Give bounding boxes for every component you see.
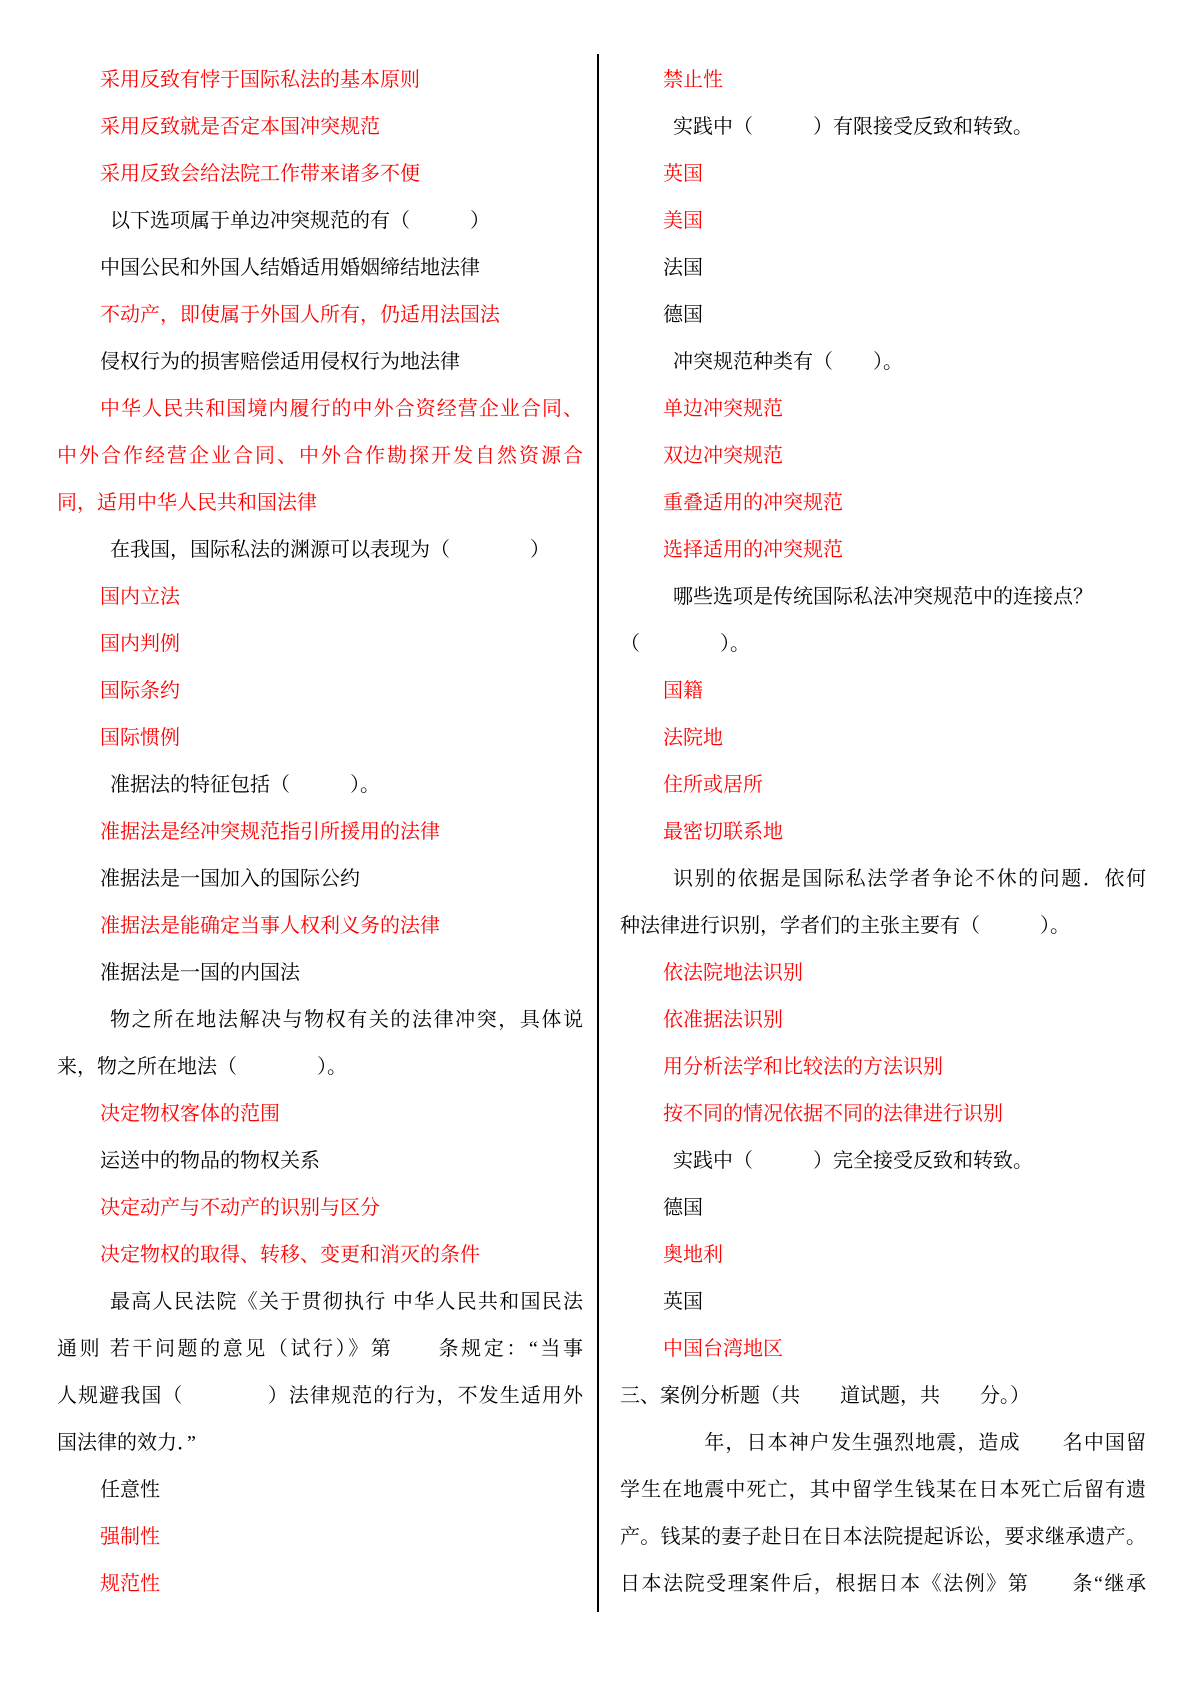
correct-option: 按不同的情况依据不同的法律进行识别: [663, 1103, 1003, 1125]
correct-option: 强制性: [100, 1526, 160, 1548]
option: 法国: [663, 257, 703, 279]
option: 准据法是一国的内国法: [100, 962, 300, 984]
case-text: 年，日本神户发生强烈地震，造成 名中国留: [620, 1432, 1146, 1454]
correct-option: 规范性: [100, 1573, 160, 1595]
question-text: 准据法的特征包括（ ）。: [110, 774, 380, 796]
correct-option: 决定动产与不动产的识别与区分: [100, 1197, 380, 1219]
correct-option: 国际条约: [100, 680, 180, 702]
correct-option: 国内立法: [100, 586, 180, 608]
option: 德国: [663, 1197, 703, 1219]
option: 运送中的物品的物权关系: [100, 1150, 320, 1172]
correct-option: 国籍: [663, 680, 703, 702]
correct-option: 用分析法学和比较法的方法识别: [663, 1056, 943, 1078]
correct-option: 决定物权客体的范围: [100, 1103, 280, 1125]
correct-option: 准据法是经冲突规范指引所援用的法律: [100, 821, 440, 843]
question-text: 哪些选项是传统国际私法冲突规范中的连接点？: [673, 586, 1093, 608]
correct-option: 依准据法识别: [663, 1009, 783, 1031]
option: 任意性: [100, 1479, 160, 1501]
correct-option: 双边冲突规范: [663, 445, 783, 467]
question-text-continued: 通则 若干问题的意见（试行）》第 条规定：“当事: [57, 1338, 583, 1360]
question-text: 以下选项属于单边冲突规范的有（ ）: [110, 210, 490, 232]
option: 德国: [663, 304, 703, 326]
question-text-continued: （ ）。: [620, 633, 750, 655]
question-text: 最高人民法院《关于贯彻执行 中华人民共和国民法: [110, 1291, 583, 1313]
option: 准据法是一国加入的国际公约: [100, 868, 360, 890]
correct-option: 采用反致会给法院工作带来诸多不便: [100, 163, 420, 185]
correct-option: 采用反致有悖于国际私法的基本原则: [100, 69, 420, 91]
left-column: [57, 57, 583, 1608]
option: 侵权行为的损害赔偿适用侵权行为地法律: [100, 351, 460, 373]
case-text: 产。钱某的妻子赴日在日本法院提起诉讼，要求继承遗产。: [620, 1526, 1146, 1548]
correct-option: 国际惯例: [100, 727, 180, 749]
correct-option: 重叠适用的冲突规范: [663, 492, 843, 514]
correct-option: 中华人民共和国境内履行的中外合资经营企业合同、: [100, 398, 583, 420]
correct-option: 法院地: [663, 727, 723, 749]
question-text: 实践中（ ）有限接受反致和转致。: [673, 116, 1033, 138]
question-text: 物之所在地法解决与物权有关的法律冲突，具体说: [110, 1009, 583, 1031]
question-text-continued: 来，物之所在地法（ ）。: [57, 1056, 347, 1078]
question-text: 在我国，国际私法的渊源可以表现为（ ）: [110, 539, 550, 561]
correct-option: 准据法是能确定当事人权利义务的法律: [100, 915, 440, 937]
correct-option: 最密切联系地: [663, 821, 783, 843]
correct-option: 中国台湾地区: [663, 1338, 783, 1360]
correct-option: 采用反致就是否定本国冲突规范: [100, 116, 380, 138]
question-text-continued: 国法律的效力．”: [57, 1432, 196, 1454]
correct-option: 单边冲突规范: [663, 398, 783, 420]
column-divider: [597, 54, 599, 1612]
right-column: [620, 57, 1146, 1608]
correct-option: 依法院地法识别: [663, 962, 803, 984]
question-text: 实践中（ ）完全接受反致和转致。: [673, 1150, 1033, 1172]
correct-option: 禁止性: [663, 69, 723, 91]
correct-option: 不动产，即使属于外国人所有，仍适用法国法: [100, 304, 500, 326]
question-text: 识别的依据是国际私法学者争论不休的问题．依何: [673, 868, 1146, 890]
option: 英国: [663, 1291, 703, 1313]
correct-option: 住所或居所: [663, 774, 763, 796]
correct-option: 选择适用的冲突规范: [663, 539, 843, 561]
question-text: 冲突规范种类有（ ）。: [673, 351, 903, 373]
case-text: 日本法院受理案件后，根据日本《法例》第 条“继承: [620, 1573, 1146, 1595]
question-text-continued: 人规避我国（ ）法律规范的行为，不发生适用外: [57, 1385, 583, 1407]
correct-option: 英国: [663, 163, 703, 185]
question-text-continued: 种法律进行识别，学者们的主张主要有（ ）。: [620, 915, 1070, 937]
correct-option-continued: 中外合作经营企业合同、中外合作勘探开发自然资源合: [57, 445, 583, 467]
correct-option: 决定物权的取得、转移、变更和消灭的条件: [100, 1244, 480, 1266]
correct-option: 美国: [663, 210, 703, 232]
option: 中国公民和外国人结婚适用婚姻缔结地法律: [100, 257, 480, 279]
correct-option-continued: 同，适用中华人民共和国法律: [57, 492, 317, 514]
correct-option: 国内判例: [100, 633, 180, 655]
correct-option: 奥地利: [663, 1244, 723, 1266]
case-text: 学生在地震中死亡，其中留学生钱某在日本死亡后留有遗: [620, 1479, 1146, 1501]
section-heading: 三、案例分析题（共 道试题，共 分。）: [620, 1385, 1030, 1407]
